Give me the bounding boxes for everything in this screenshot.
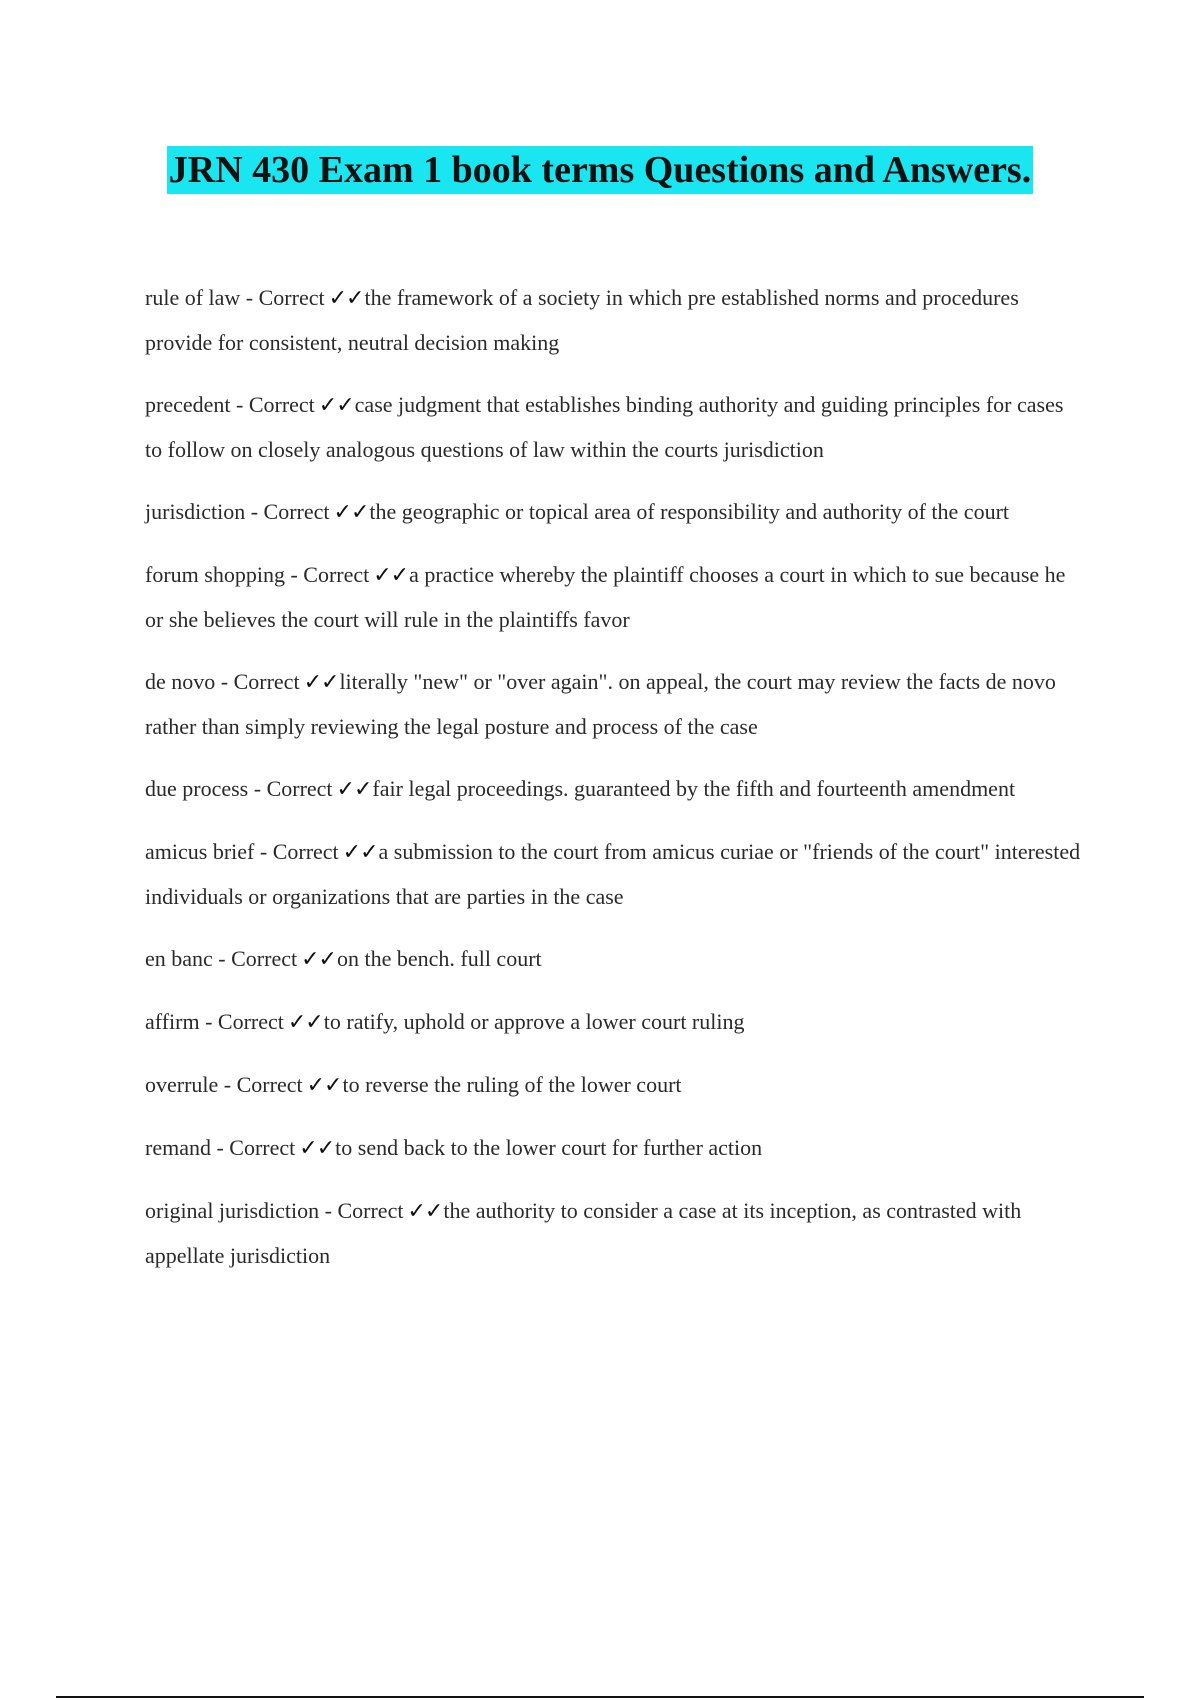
term-separator: - — [218, 1072, 237, 1097]
correct-label: Correct — [263, 499, 330, 524]
term-definition: the authority to consider a case at its inception, as contrasted with appellate jurisdiction — [145, 1198, 1022, 1268]
term-definition: the framework of a society in which pre established norms and procedures provide for consistent, neutral decision making — [145, 285, 1019, 355]
term-label: overrule — [145, 1072, 219, 1097]
term-label: rule of law — [145, 285, 241, 310]
term-separator: - — [245, 499, 264, 524]
term-definition: to reverse the ruling of the lower court — [342, 1072, 682, 1097]
term-label: remand — [145, 1135, 211, 1160]
term-definition: on the bench. full court — [336, 946, 542, 971]
correct-label: Correct — [258, 285, 325, 310]
term-definition: the geographic or topical area of responsibility and authority of the court — [369, 499, 1010, 524]
term-separator: - — [240, 285, 259, 310]
term-entry — [145, 660, 1085, 749]
term-label: affirm — [145, 1009, 200, 1034]
term-separator: - — [254, 839, 273, 864]
checkmark-icon: ✓✓ — [342, 840, 378, 865]
term-entry — [145, 1189, 1085, 1278]
correct-label: Correct — [337, 1198, 404, 1223]
checkmark-icon: ✓✓ — [333, 500, 369, 525]
term-entry — [145, 490, 1085, 535]
checkmark-icon: ✓✓ — [373, 563, 409, 588]
term-separator: - — [215, 669, 234, 694]
term-entry — [145, 276, 1085, 365]
term-separator: - — [210, 1135, 230, 1160]
term-label: jurisdiction — [145, 499, 246, 524]
term-separator: - — [230, 392, 249, 417]
correct-label: Correct — [236, 1072, 303, 1097]
correct-label: Correct — [231, 946, 298, 971]
correct-label: Correct — [303, 562, 370, 587]
correct-label: Correct — [217, 1009, 284, 1034]
term-separator: - — [212, 946, 232, 971]
term-entry — [145, 1063, 1085, 1108]
checkmark-icon: ✓✓ — [299, 1136, 335, 1161]
terms-list — [145, 276, 1085, 1296]
checkmark-icon: ✓✓ — [336, 777, 372, 802]
term-entry — [145, 830, 1085, 919]
checkmark-icon: ✓✓ — [407, 1199, 443, 1224]
checkmark-icon: ✓✓ — [318, 393, 354, 418]
term-label: forum shopping — [145, 562, 285, 587]
term-entry — [145, 553, 1085, 642]
term-entry — [145, 383, 1085, 472]
term-definition: literally "new" or "over again". on appeal, the court may review the facts de novo rather than simply reviewing the legal posture and process of the case — [145, 669, 1056, 739]
correct-label: Correct — [266, 776, 333, 801]
term-label: amicus brief — [145, 839, 255, 864]
checkmark-icon: ✓✓ — [306, 1073, 342, 1098]
term-label: original jurisdiction — [145, 1198, 320, 1223]
checkmark-icon: ✓✓ — [328, 286, 364, 311]
term-definition: to send back to the lower court for further action — [335, 1135, 763, 1160]
term-definition: to ratify, uphold or approve a lower court ruling — [323, 1009, 745, 1034]
term-definition: a practice whereby the plaintiff chooses a court in which to sue because he or she believes the court will rule in the plaintiffs favor — [145, 562, 1066, 632]
term-entry — [145, 767, 1085, 812]
correct-label: Correct — [248, 392, 315, 417]
term-entry — [145, 937, 1085, 982]
checkmark-icon: ✓✓ — [303, 670, 339, 695]
term-separator: - — [248, 776, 267, 801]
term-separator: - — [319, 1198, 338, 1223]
correct-label: Correct — [233, 669, 300, 694]
term-entry — [145, 1126, 1085, 1171]
term-definition: fair legal proceedings. guaranteed by the fifth and fourteenth amendment — [372, 776, 1016, 801]
term-definition: a submission to the court from amicus curiae or "friends of the court" interested individuals or organizations that are parties in the case — [145, 839, 1081, 909]
term-definition: case judgment that establishes binding authority and guiding principles for cases to follow on closely analogous questions of law within the courts jurisdiction — [145, 392, 1064, 462]
title-container — [0, 146, 1200, 194]
term-label: precedent — [145, 392, 231, 417]
correct-label: Correct — [229, 1135, 296, 1160]
term-label: due process — [145, 776, 249, 801]
term-label: de novo — [145, 669, 216, 694]
checkmark-icon: ✓✓ — [287, 1010, 323, 1035]
checkmark-icon: ✓✓ — [301, 947, 336, 972]
correct-label: Correct — [272, 839, 339, 864]
footer-divider — [56, 1696, 1144, 1698]
term-entry — [145, 1000, 1085, 1045]
term-separator: - — [199, 1009, 218, 1034]
document-title: JRN 430 Exam 1 book terms Questions and Answers. — [167, 146, 1033, 194]
term-separator: - — [284, 562, 304, 587]
term-label: en banc — [145, 946, 213, 971]
